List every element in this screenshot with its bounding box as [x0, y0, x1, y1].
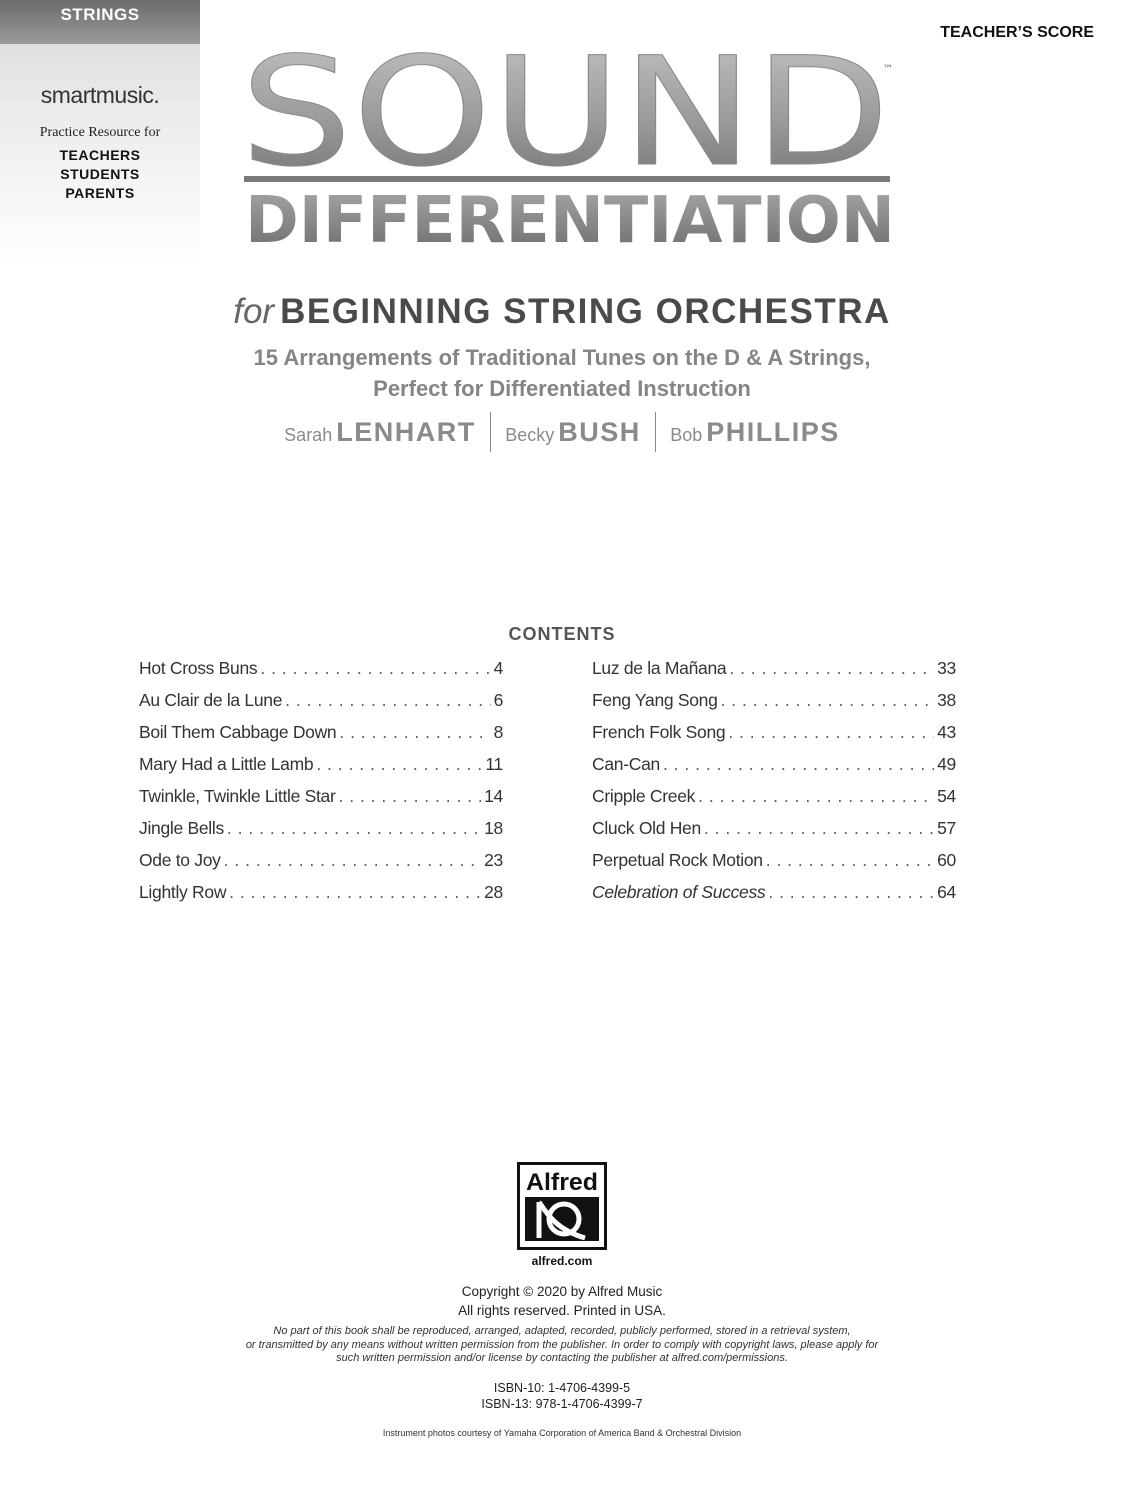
toc-entry-page: 6: [493, 690, 503, 710]
toc-left-column: [139, 658, 503, 914]
toc-leader-dots: [285, 690, 490, 711]
toc-leader-dots: [728, 722, 934, 743]
audience-teachers: TEACHERS: [59, 147, 141, 163]
subtitle-line-1: 15 Arrangements of Traditional Tunes on the D & A Strings,: [253, 345, 871, 370]
toc-leader-dots: [339, 722, 490, 743]
alfred-logo-text: Alfred: [526, 1169, 598, 1196]
toc-entry: [139, 658, 503, 690]
toc-entry: [592, 850, 956, 882]
toc-entry: [592, 882, 956, 914]
toc-entry: [592, 754, 956, 786]
legal-line-3: such written permission and/or license by contacting the publisher at alfred.com/permissions.: [336, 1352, 788, 1364]
toc-entry-page: 11: [485, 754, 503, 774]
publisher-url: alfred.com: [531, 1254, 593, 1268]
copyright-line: Copyright © 2020 by Alfred Music: [461, 1284, 663, 1299]
title-sound-text: SOUND: [240, 46, 890, 176]
teachers-score-label: TEACHER’S SCORE: [940, 24, 1094, 41]
subtitle-line-2: Perfect for Differentiated Instruction: [373, 376, 751, 401]
toc-leader-dots: [698, 786, 934, 807]
isbn-13: ISBN-13: 978-1-4706-4399-7: [481, 1397, 643, 1411]
author-bush: Becky BUSH: [505, 416, 641, 447]
toc-entry: [592, 690, 956, 722]
toc-leader-dots: [729, 658, 934, 679]
book-series-line: [0, 292, 1124, 332]
toc-entry: [139, 850, 503, 882]
title-sound: [235, 46, 895, 176]
toc-leader-dots: [721, 690, 935, 711]
toc-entry-page: 28: [484, 882, 503, 902]
toc-entry: [592, 786, 956, 818]
toc-entry-title: Boil Them Cabbage Down: [139, 722, 337, 742]
toc-entry-title: Lightly Row: [139, 882, 227, 902]
toc-entry-page: 54: [937, 786, 956, 806]
subtitle: [0, 342, 1124, 404]
rights-line: All rights reserved. Printed in USA.: [458, 1303, 666, 1318]
toc-leader-dots: [316, 754, 482, 775]
audience-students: STUDENTS: [60, 166, 140, 182]
author-phillips: Bob PHILLIPS: [670, 416, 840, 447]
toc-entry-page: 38: [937, 690, 956, 710]
toc-entry-page: 57: [937, 818, 956, 838]
toc-right-column: [592, 658, 956, 914]
author-lenhart: Sarah LENHART: [284, 416, 476, 447]
contents-heading: CONTENTS: [508, 624, 616, 644]
toc-entry-title: Twinkle, Twinkle Little Star: [139, 786, 336, 806]
toc-entry: [139, 786, 503, 818]
practice-resource-label: Practice Resource for: [39, 125, 161, 140]
toc-entry-page: 14: [484, 786, 503, 806]
toc-entry: [592, 818, 956, 850]
toc-entry-title: French Folk Song: [592, 722, 726, 742]
toc-leader-dots: [260, 658, 490, 679]
legal-notice: [150, 1325, 974, 1366]
toc-leader-dots: [704, 818, 934, 839]
trademark-symbol: ™: [883, 64, 893, 75]
toc-leader-dots: [663, 754, 934, 775]
alfred-logo: [517, 1162, 607, 1250]
toc-entry-title: Ode to Joy: [139, 850, 221, 870]
toc-entry: [592, 658, 956, 690]
legal-line-1: No part of this book shall be reproduced, arranged, adapted, recorded, publicly performed, stored in a retrieval system,: [273, 1325, 851, 1337]
toc-entry-title: Mary Had a Little Lamb: [139, 754, 314, 774]
toc-leader-dots: [229, 882, 481, 903]
toc-leader-dots: [768, 882, 934, 903]
toc-entry-page: 33: [937, 658, 956, 678]
toc-entry: [139, 754, 503, 786]
smartmusic-badge: [0, 0, 200, 262]
toc-entry: [139, 882, 503, 914]
toc-entry: [139, 722, 503, 754]
audience-list: [0, 146, 200, 203]
strings-tab: STRINGS: [0, 0, 200, 44]
toc-entry-title: Cluck Old Hen: [592, 818, 701, 838]
toc-entry-title: Hot Cross Buns: [139, 658, 258, 678]
toc-leader-dots: [339, 786, 482, 807]
authors-line: [0, 412, 1124, 452]
toc-leader-dots: [224, 850, 481, 871]
title-divider: [244, 176, 890, 182]
toc-entry-page: 49: [937, 754, 956, 774]
copyright-block: [0, 1282, 1124, 1320]
series-name: BEGINNING STRING ORCHESTRA: [280, 292, 891, 331]
toc-entry-title: Feng Yang Song: [592, 690, 718, 710]
legal-line-2: or transmitted by any means without written permission from the publisher. In order to comply with copyright laws, please apply for: [245, 1338, 879, 1351]
isbn-block: [0, 1380, 1124, 1412]
toc-entry-title: Au Clair de la Lune: [139, 690, 283, 710]
title-differentiation-text: DIFFERENTIATION: [245, 186, 895, 256]
toc-entry: [592, 722, 956, 754]
title-differentiation: [240, 186, 900, 256]
toc-entry-page: 60: [937, 850, 956, 870]
audience-parents: PARENTS: [65, 185, 135, 201]
smartmusic-logo: smartmusic.: [40, 82, 160, 108]
toc-leader-dots: [766, 850, 934, 871]
toc-entry-title: Luz de la Mañana: [592, 658, 727, 678]
toc-entry-page: 4: [493, 658, 503, 678]
toc-entry: [139, 818, 503, 850]
toc-entry-page: 8: [493, 722, 503, 742]
toc-entry-title: Perpetual Rock Motion: [592, 850, 763, 870]
isbn-10: ISBN-10: 1-4706-4399-5: [493, 1381, 631, 1395]
photo-credit: Instrument photos courtesy of Yamaha Corporation of America Band & Orchestral Division: [382, 1428, 742, 1438]
toc-entry-page: 18: [484, 818, 503, 838]
toc-entry-title: Can-Can: [592, 754, 660, 774]
toc-entry-page: 43: [937, 722, 956, 742]
toc-entry-title: Celebration of Success: [592, 882, 766, 902]
toc-entry: [139, 690, 503, 722]
toc-entry-page: 64: [937, 882, 956, 902]
toc-leader-dots: [227, 818, 481, 839]
toc-entry-page: 23: [484, 850, 503, 870]
toc-entry-title: Cripple Creek: [592, 786, 696, 806]
toc-entry-title: Jingle Bells: [139, 818, 224, 838]
for-word: for: [233, 292, 275, 331]
